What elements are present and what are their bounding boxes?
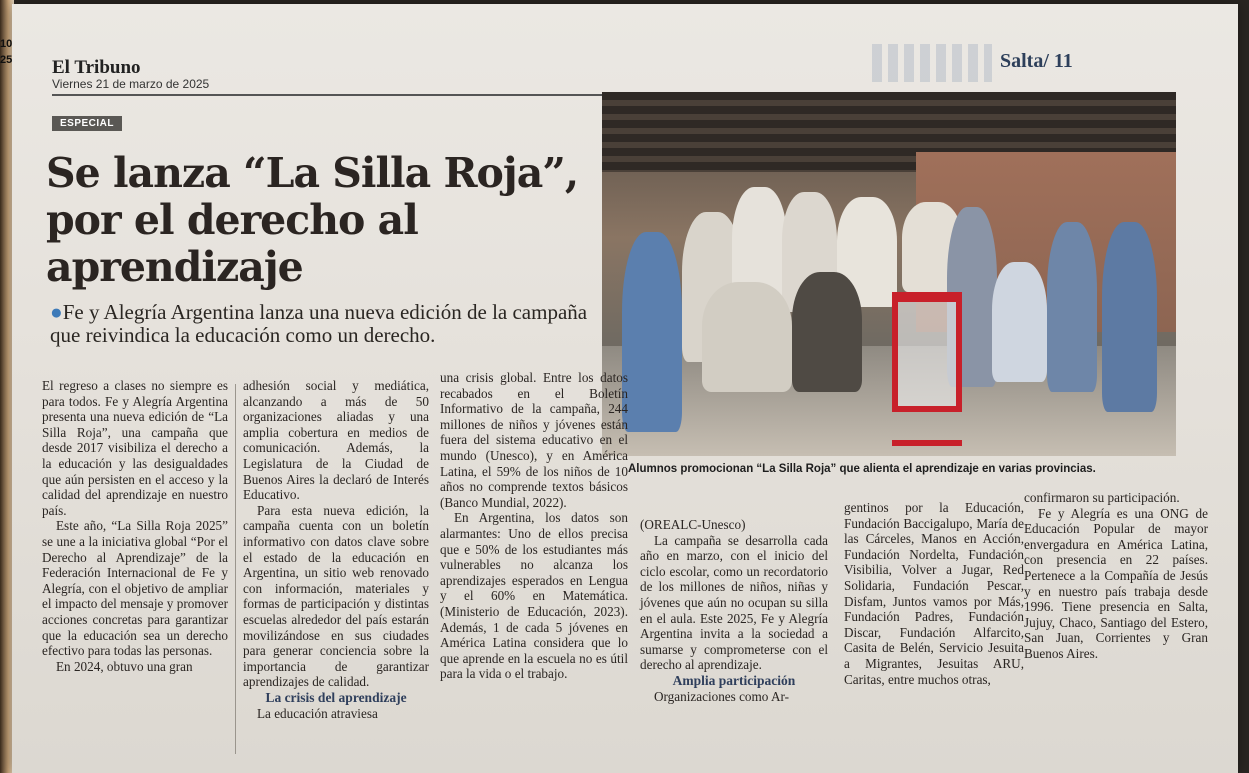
- bullet-icon: ●: [50, 300, 63, 324]
- article-subhead: [50, 301, 610, 347]
- paragraph: En 2024, obtuvo una gran: [56, 658, 193, 674]
- section-subheading: Amplia participación: [672, 672, 796, 688]
- article-photo: [602, 92, 1176, 456]
- article-column-6: [1024, 490, 1208, 662]
- article-column-1: [42, 378, 228, 674]
- adjacent-page-number: 25: [0, 54, 13, 66]
- article-column-5: [844, 500, 1024, 687]
- article-column-4: [640, 517, 828, 705]
- photo-caption: Alumnos promocionan “La Silla Roja” que alienta el aprendizaje en varias provincias.: [628, 463, 1096, 475]
- header-rule: [52, 94, 612, 96]
- section-watermark: [872, 44, 992, 82]
- paragraph: (OREALC-Unesco): [640, 517, 746, 532]
- photo-student: [622, 232, 682, 432]
- paragraph: El regreso a clases no siempre es para todos. Fe y Alegría Argentina presenta una nueva edición de “La Silla Roja”, una campaña que desde 2017 visibiliza el derecho a la educación y las desigualdades que aún persisten en el acceso y la calidad del aprendizaje en nuestro país.: [42, 378, 228, 518]
- article-headline: Se lanza “La Silla Roja”, por el derecho al aprendizaje: [46, 149, 579, 291]
- paragraph: Este año, “La Silla Roja 2025” se une a la iniciativa global “Por el Derecho al Aprendizaje” de la Federación Internacional de Fe y Alegría, con el objetivo de ampliar el impacto del mensaje y promover acciones concretas para garantizar que la educación sea un derecho efectivo para todas las personas.: [42, 518, 228, 659]
- paragraph: En Argentina, los datos son alarmantes: Uno de ellos precisa que e 50% de los estudiantes más vulnerables no alcanza los aprendizajes esperados en Lengua y el 60% en Matemática. (Ministerio de Educación, 2023). Además, 1 de cada 5 jóvenes en América Latina considera que lo que aprende en la escuela no es útil para la vida o el trabajo.: [440, 510, 628, 682]
- photo-student: [992, 262, 1047, 382]
- paragraph: Organizaciones como Ar-: [654, 688, 789, 704]
- paragraph: Fe y Alegría es una ONG de Educación Popular de mayor envergadura en América Latina, con presencia en 22 países. Pertenece a la Compañía de Jesús y en nuestro país trabaja desde 1996. Tiene presencia en Salta, Jujuy, Chaco, Santiago del Estero, San Juan, Corrientes y Gran Buenos Aires.: [1024, 505, 1208, 661]
- photo-student: [1047, 222, 1097, 392]
- photo-student: [1102, 222, 1157, 412]
- paragraph: adhesión social y mediática, alcanzando a más de 50 organizaciones aliadas y una amplia cobertura en medios de comunicación. Además, la Legislatura de la Ciudad de Buenos Aires la declaró de Interés Educativo.: [243, 378, 429, 503]
- newspaper-name: El Tribuno: [52, 57, 141, 78]
- kicker-badge: ESPECIAL: [52, 116, 122, 131]
- photo-student: [792, 272, 862, 392]
- paragraph: Para esta nueva edición, la campaña cuenta con un boletín informativo con datos clave sobre el estado de la educación en Argentina, un sitio web renovado con información, materiales y formas de participación y distintas escuelas alrededor del país estarán movilizándose en sus ciudades para generar conciencia sobre la importancia de garantizar aprendizajes de calidad.: [243, 502, 429, 690]
- newspaper-page: [12, 4, 1238, 773]
- article-column-3: [440, 370, 628, 682]
- paragraph: una crisis global. Entre los datos recabados en el Boletín Informativo de la campaña, 244 millones de niños y jóvenes están fuera del sistema educativo en el mundo (Unesco), y en América Latina, el 59% de los niños de 10 años no comprende textos básicos (Banco Mundial, 2022).: [440, 370, 628, 510]
- paragraph: La campaña se desarrolla cada año en marzo, con el inicio del ciclo escolar, como un recordatorio de los millones de niños, niñas y jóvenes que aún no ocupan su silla en el aula. Este 2025, Fe y Alegría Argentina invita a la sociedad a sumarse y comprometerse con el derecho al aprendizaje.: [640, 532, 828, 673]
- adjacent-page-number: 10: [0, 38, 13, 50]
- issue-date: Viernes 21 de marzo de 2025: [52, 77, 210, 91]
- photo-student: [702, 282, 792, 392]
- paragraph: confirmaron su participación.: [1024, 490, 1180, 505]
- section-subheading: La crisis del aprendizaje: [265, 689, 407, 705]
- subhead-text: Fe y Alegría Argentina lanza una nueva edición de la campaña que reivindica la educación como un derecho.: [50, 300, 588, 347]
- paragraph: gentinos por la Educación, Fundación Baccigalupo, María de las Cárceles, Manos en Acción, Fundación Nordelta, Fundación Visibilia, Volver a Jugar, Red Solidaria, Fundación Pescar, Disfam, Juntos vamos por Más, Fundación Padres, Fundación Discar, Fundación Alfarcito, Casita de Belén, Servicio Jesuita a Migrantes, Jesuitas ARU, Caritas, entre muchos otras,: [844, 500, 1024, 687]
- column-rule: [235, 384, 236, 754]
- section-page-label: Salta/ 11: [1000, 50, 1073, 72]
- red-chair: [892, 292, 962, 412]
- article-column-2: [243, 378, 429, 721]
- paragraph: La educación atraviesa: [257, 705, 378, 721]
